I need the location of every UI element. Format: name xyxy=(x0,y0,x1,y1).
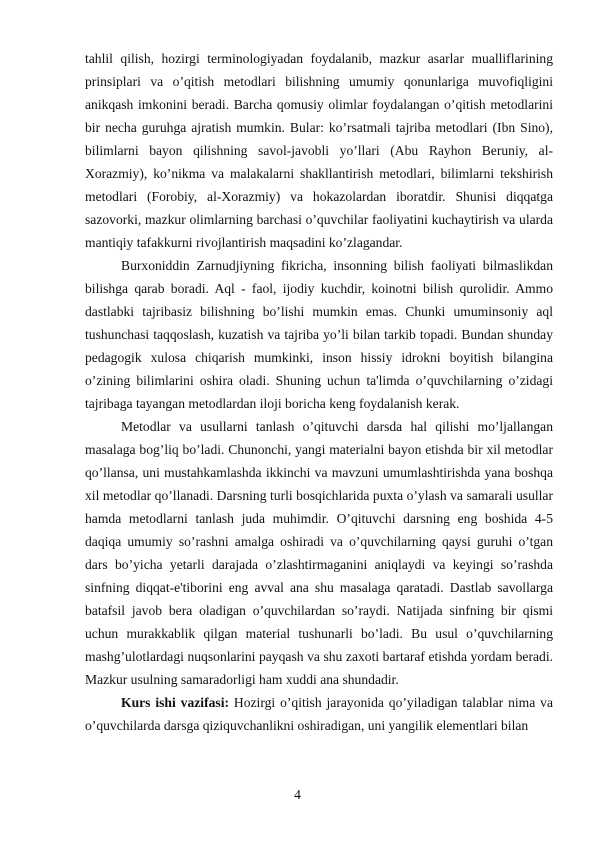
paragraph-3: Metodlar va usullarni tanlash o’qituvchi darsda hal qilishi mo’ljallangan masalaga bog’liq bo’ladi. Chunonchi, yangi materialni bayon etishda bir xil metodlar qo’llansa, uni mustahkamlashda ikkinchi va mavzuni umumlashtirishda yana boshqa xil metodlar qo’llanadi. Darsning turli bosqichlarida puxta o’ylash va samarali usullar hamda metodlarni tanlash juda muhimdir. O’qituvchi darsning eng boshida 4-5 daqiqa umumiy so’rashni amalga oshiradi va o’quvchilarning qaysi guruhi o’tgan dars bo’yicha yetarli darajada o’zlashtirmaganini aniqlaydi va keyingi so’rashda sinfning diqqat-e'tiborini eng avval ana shu masalaga qaratadi. Dastlab savollarga batafsil javob bera oladigan o’quvchilardan so’raydi. Natijada sinfning bir qismi uchun murakkablik qilgan material tushunarli bo’ladi. Bu usul o’quvchilarning mashg’ulotlardagi nuqsonlarini payqash va shu zaxoti bartaraf etishda yordam beradi. Mazkur usulning samaradorligi ham xuddi ana shundadir. xyxy=(85,419,553,687)
paragraph-2: Burxoniddin Zarnudjiyning fikricha, insonning bilish faoliyati bilmaslikdan bilishga qarab boradi. Aql - faol, ijodiy kuchdir, koinotni bilish qurolidir. Ammo dastlabki tajribasiz bilishning bo’lishi mumkin emas. Chunki umuminsoniy aql tushunchasi taqqoslash, kuzatish va tajriba yo’li bilan tarkib topadi. Bundan shunday pedagogik xulosa chiqarish mumkinki, inson hissiy idrokni boyitish bilangina o’zining bilimlarini oshira oladi. Shuning uchun ta'limda o’quvchilarning o’zidagi tajribaga tayangan metodlardan iloji boricha keng foydalanish kerak. xyxy=(85,258,553,411)
paragraph-1: tahlil qilish, hozirgi terminologiyadan foydalanib, mazkur asarlar mualliflarining prinsiplari va o’qitish metodlari bilishning umumiy qonunlariga muvofiqligini anikqash imkonini beradi. Barcha qomusiy olimlar foydalangan o’qitish metodlarini bir necha guruhga ajratish mumkin. Bular: ko’rsatmali tajriba metodlari (Ibn Sino), bilimlarni bayon qilishning savol-javobli yo’llari (Abu Rayhon Beruniy, al-Xorazmiy), ko’nikma va malakalarni shakllantirish metodlari, bilimlarni tekshirish metodlari (Forobiy, al-Xorazmiy) va hokazolardan iboratdir. Shunisi diqqatga sazovorki, mazkur olimlarning barchasi o’quvchilar faoliyatini kuchaytirish va ularda mantiqiy tafakkurni rivojlantirish maqsadini ko’zlagandar. xyxy=(85,51,553,250)
paragraph-4-text: Hozirgi o’qitish jarayonida qo’yiladigan talablar nima va o’quvchilarda darsga qiziquvchanlikni oshiradigan, uni yangilik elementlari bilan xyxy=(85,695,553,733)
course-task-label: Kurs ishi vazifasi: xyxy=(121,695,229,710)
paragraph-4 xyxy=(85,691,553,737)
page-number: 4 xyxy=(294,787,301,802)
body-text xyxy=(85,47,553,737)
